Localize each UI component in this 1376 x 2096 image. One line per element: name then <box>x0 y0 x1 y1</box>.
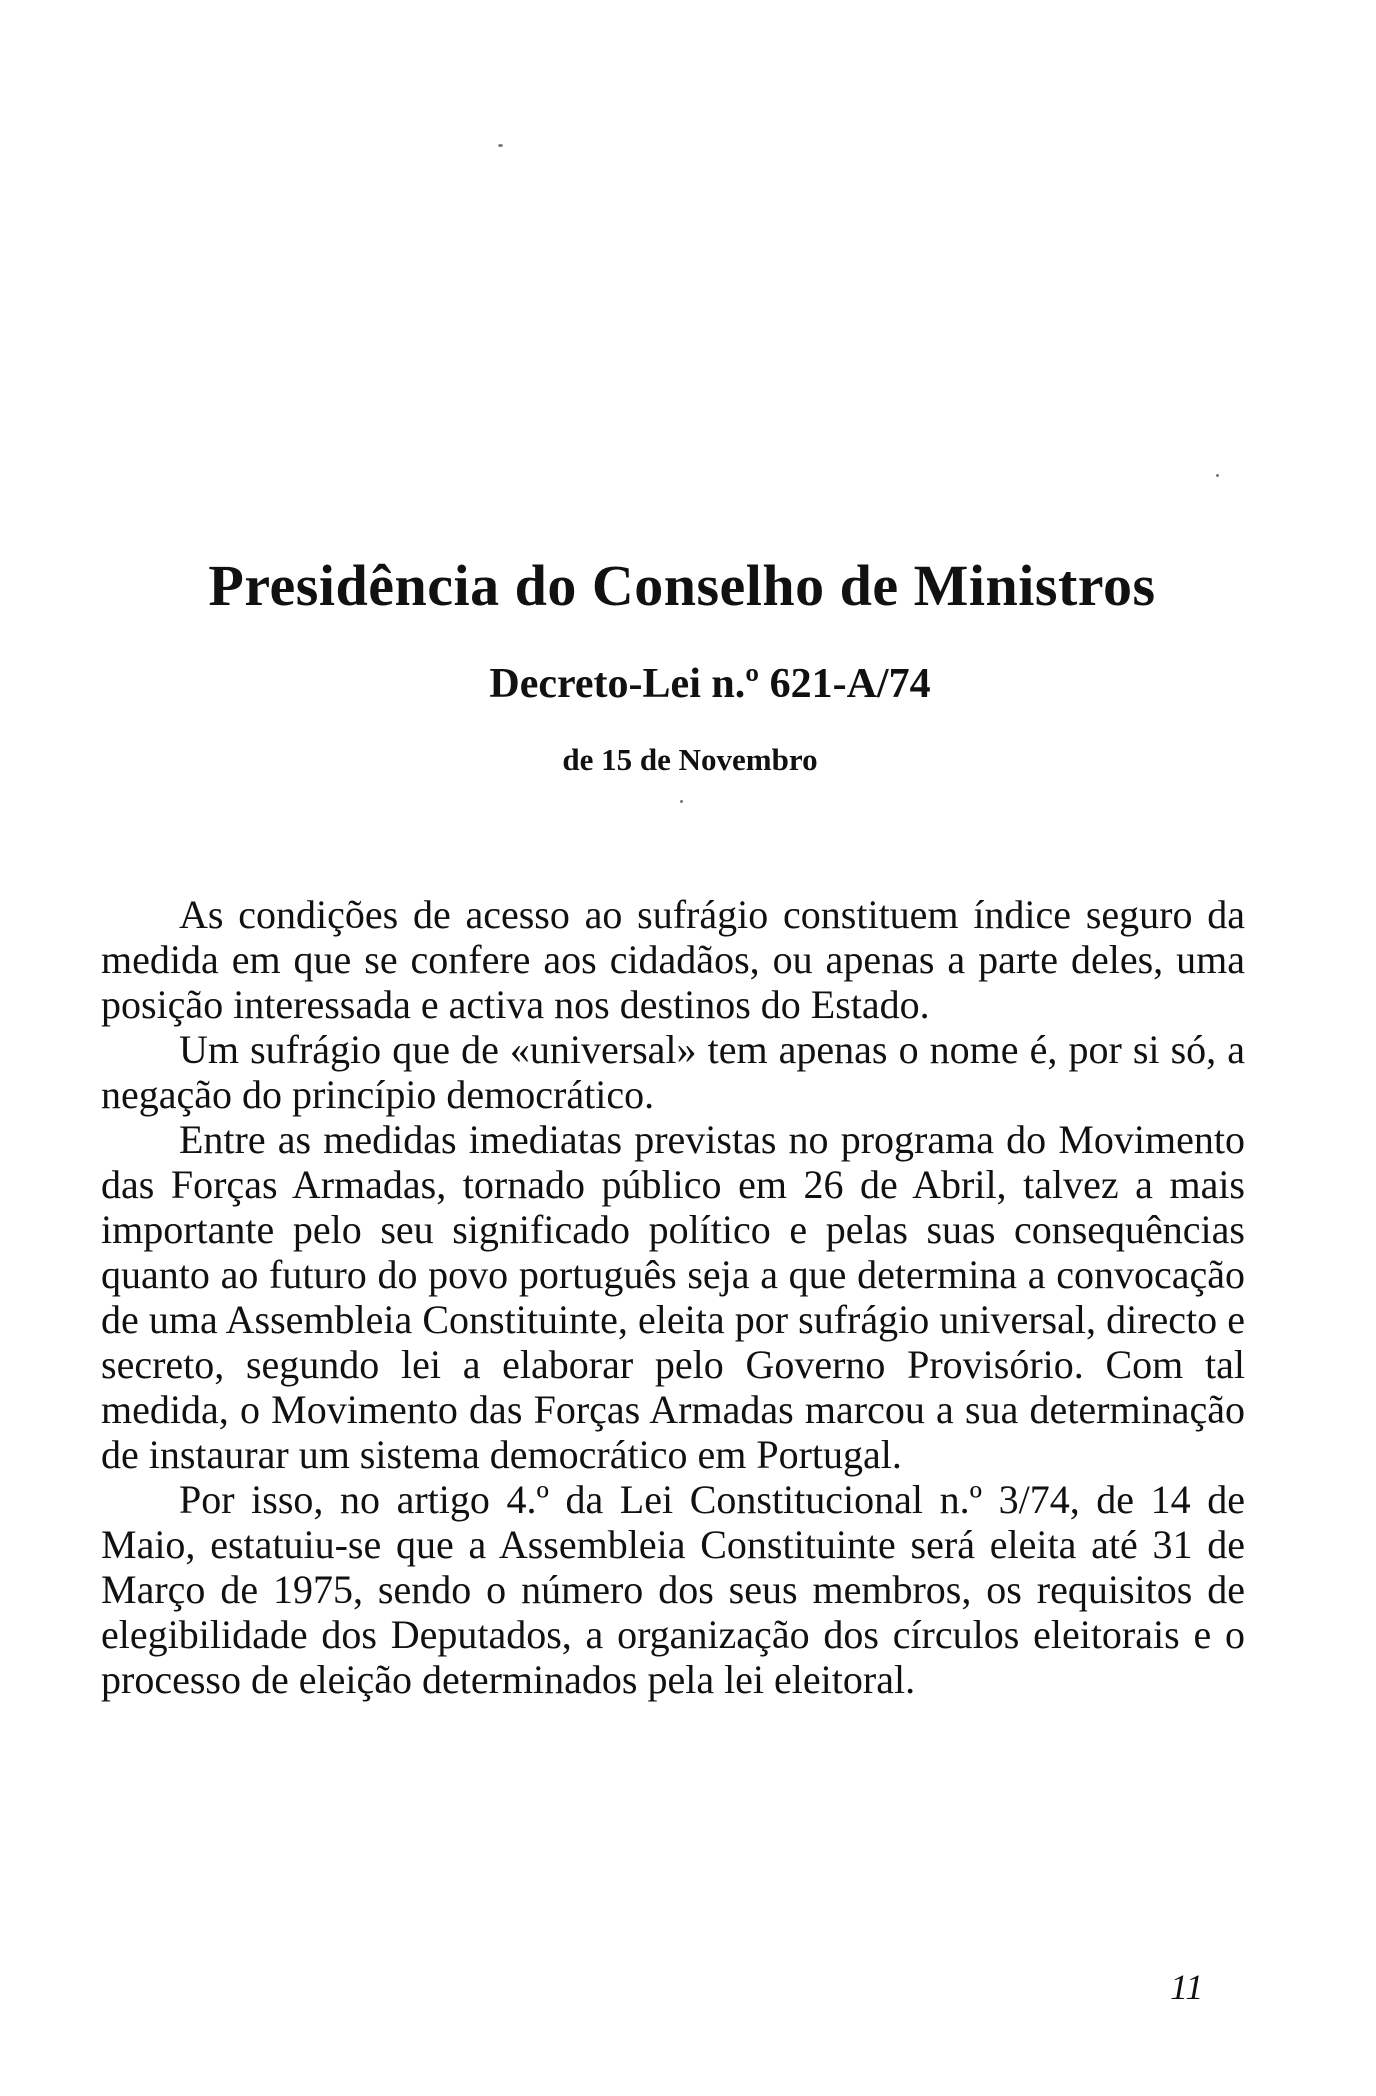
decree-number: Decreto-Lei n.º 621-A/74 <box>489 661 931 707</box>
page-title: Presidência do Conselho de Ministros <box>208 553 1156 618</box>
scan-speck <box>1216 474 1219 477</box>
paragraph: Entre as medidas imediatas previstas no programa do Movimento das Forças Armadas, tornado público em 26 de Abril, talvez a mais importante pelo seu significado político e pelas suas consequências quanto ao futuro do povo português seja a que determina a convocação de uma Assembleia Constituinte, eleita por sufrágio universal, directo e secreto, segundo lei a elaborar pelo Governo Provisório. Com tal medida, o Movimento das Forças Armadas marcou a sua determinação de instaurar um sistema democrático em Portugal. <box>101 1117 1245 1477</box>
paragraph: Um sufrágio que de «universal» tem apenas o nome é, por si só, a negação do princípio democrático. <box>101 1027 1245 1117</box>
paragraph: Por isso, no artigo 4.º da Lei Constitucional n.º 3/74, de 14 de Maio, estatuiu-se que a Assembleia Constituinte será eleita até 31 de Março de 1975, sendo o número dos seus membros, os requisitos de elegibilidade dos Deputados, a organização dos círculos eleitorais e o processo de eleição determinados pela lei eleitoral. <box>101 1477 1245 1702</box>
body-text <box>101 892 1245 1702</box>
decree-date: de 15 de Novembro <box>562 742 818 777</box>
page-number: 11 <box>1170 1967 1204 2007</box>
paragraph: As condições de acesso ao sufrágio constituem índice seguro da medida em que se confere aos cidadãos, ou apenas a parte deles, uma posição interessada e activa nos destinos do Estado. <box>101 892 1245 1027</box>
scan-speck <box>498 144 503 147</box>
scan-speck <box>680 800 683 803</box>
